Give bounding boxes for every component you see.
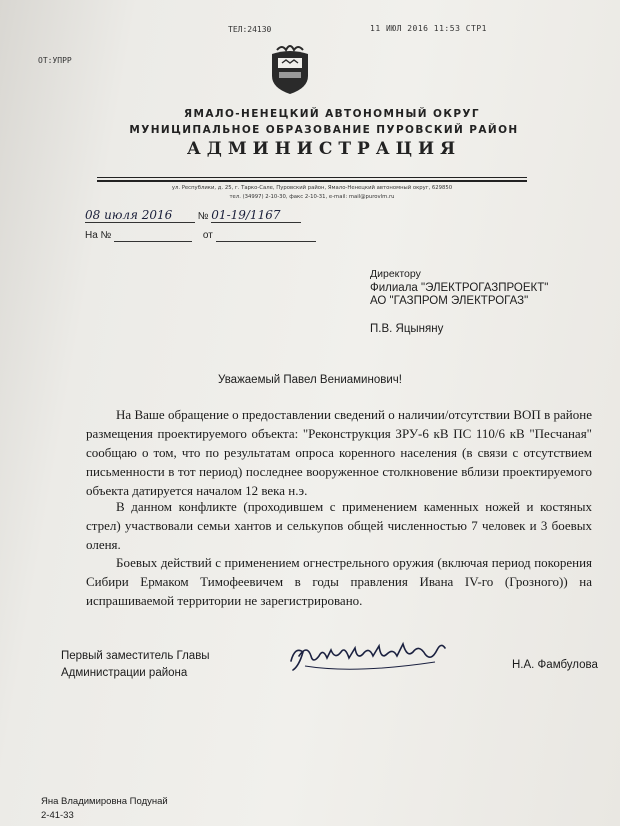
reference-from-label: от — [202, 230, 213, 241]
recipient-name: П.В. Яцыняну — [370, 322, 444, 335]
registration-number: 01-19/1167 — [211, 208, 301, 223]
fax-tel-header: ТЕЛ:24130 — [228, 25, 272, 34]
paragraph-text: На Ваше обращение о предоставлении сведений о наличии/отсутствии ВОП в районе размещения проектируемого объекта: "Реконструкция ЗРУ-6 кВ ПС 110/6 кВ "Песчаная" сообщаю о том, что по результатам опроса коренного населения (в связи с отсутствием письменности в тот период) последнее вооруженное столкновение вблизи проектируемого объекта датируется началом 12 века н.э. — [86, 407, 592, 498]
executor-block — [41, 795, 168, 823]
header-rule — [97, 177, 527, 178]
outgoing-registration — [85, 208, 301, 223]
body-paragraph-1 — [86, 405, 592, 500]
recipient-company: АО "ГАЗПРОМ ЭЛЕКТРОГАЗ" — [370, 295, 529, 307]
executor-name: Яна Владимировна Подунай — [41, 796, 168, 807]
recipient-block — [370, 268, 548, 336]
salutation: Уважаемый Павел Вениаминович! — [218, 374, 402, 386]
address-line: ул. Республики, д. 25, г. Тарко-Сале, Пуровский район, Ямало-Ненецкий автономный округ, 629850 — [171, 185, 453, 191]
contacts-line: тел. (34997) 2-10-30, факс 2-10-31, e-mail: mail@purovlm.ru — [229, 194, 395, 200]
signatory-title-line2: Администрации района — [61, 667, 188, 679]
header-rule-thick — [97, 180, 527, 182]
reference-number-blank — [114, 230, 192, 242]
signatory-title-line1: Первый заместитель Главы — [61, 650, 210, 662]
coat-of-arms-icon — [262, 42, 318, 96]
reference-date-blank — [216, 230, 316, 242]
recipient-position: Директору — [370, 268, 421, 280]
body-paragraph-3 — [86, 553, 592, 610]
header-municipality: МУНИЦИПАЛЬНОЕ ОБРАЗОВАНИЕ ПУРОВСКИЙ РАЙОН — [129, 124, 519, 136]
paragraph-text: В данном конфликте (проходившем с применением каменных ножей и костяных стрел) участвовали семьи хантов и селькупов общей численностью 7 человек и 3 боевых оленя. — [86, 499, 592, 552]
signatory-title — [61, 648, 210, 682]
header-administration: АДМИНИСТРАЦИЯ — [186, 139, 462, 159]
paragraph-text: Боевых действий с применением огнестрельного оружия (включая период покорения Сибири Ермаком Тимофеевичем в годы правления Ивана IV-го (Грозного)) на испрашиваемой территории не зарегистрировано. — [86, 555, 592, 608]
fax-from-header: ОТ:УПРР — [38, 56, 72, 65]
registration-no-label: № — [197, 211, 209, 222]
header-region: ЯМАЛО-НЕНЕЦКИЙ АВТОНОМНЫЙ ОКРУГ — [183, 108, 481, 120]
executor-phone: 2-41-33 — [41, 810, 74, 821]
incoming-reference — [85, 230, 316, 242]
header-address — [112, 184, 512, 202]
fax-date-header: 11 ИЮЛ 2016 11:53 СТР1 — [370, 24, 487, 33]
reference-no-label: На № — [85, 230, 112, 241]
registration-date: 08 июля 2016 — [85, 208, 195, 223]
recipient-branch: Филиала "ЭЛЕКТРОГАЗПРОЕКТ" — [370, 281, 549, 294]
signatory-name: Н.А. Фамбулова — [512, 659, 598, 671]
handwritten-signature-icon — [285, 626, 455, 681]
body-paragraph-2 — [86, 497, 592, 554]
